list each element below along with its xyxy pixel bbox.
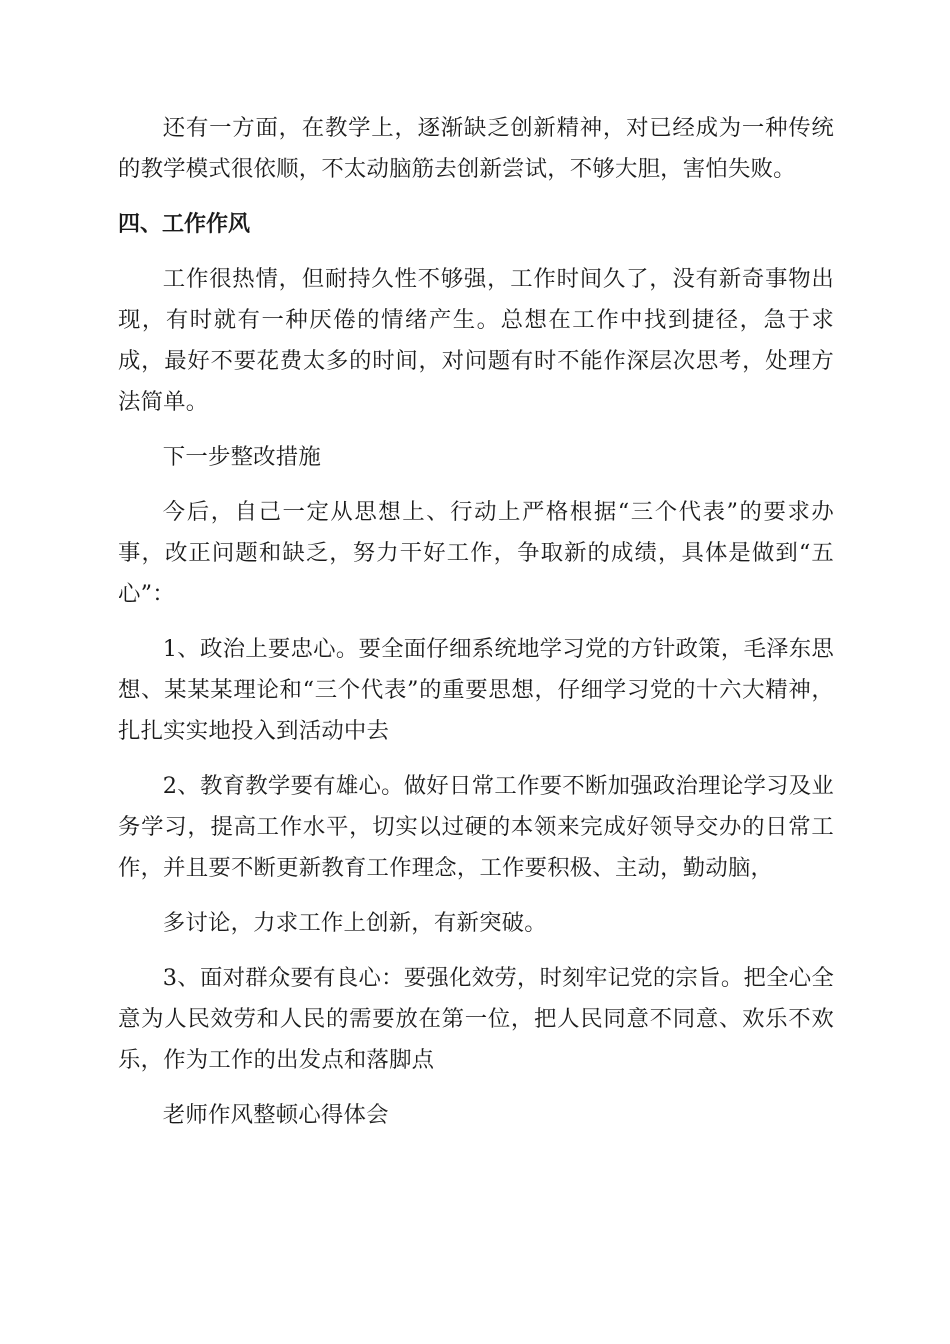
paragraph-closing-title: 老师作风整顿心得体会 bbox=[162, 1102, 389, 1128]
paragraph-five-hearts-intro: 今后，自己一定从思想上、行动上严格根据“三个代表”的要求办事，改正问题和缺乏，努力干好工作，争取新的成绩，具体是做到“五心”： bbox=[118, 499, 834, 607]
paragraph-next-steps-title: 下一步整改措施 bbox=[162, 444, 321, 470]
section-heading-work-style: 四、工作作风 bbox=[118, 212, 251, 237]
paragraph-item-3-conscience: 3、面对群众要有良心：要强化效劳，时刻牢记党的宗旨。把全心全意为人民效劳和人民的需要放在第一位，把人民同意不同意、欢乐不欢乐，作为工作的出发点和落脚点 bbox=[118, 965, 834, 1073]
paragraph-item-1-loyalty: 1、政治上要忠心。要全面仔细系统地学习党的方针政策，毛泽东思想、某某某理论和“三个代表”的重要思想，仔细学习党的十六大精神，扎扎实实地投入到活动中去 bbox=[118, 636, 834, 744]
paragraph-work-enthusiasm: 工作很热情，但耐持久性不够强，工作时间久了，没有新奇事物出现，有时就有一种厌倦的情绪产生。总想在工作中找到捷径，急于求成，最好不要花费太多的时间，对问题有时不能作深层次思考，处理方法简单。 bbox=[118, 266, 834, 415]
document-page bbox=[118, 108, 834, 1150]
paragraph-teaching-innovation: 还有一方面，在教学上，逐渐缺乏创新精神，对已经成为一种传统的教学模式很依顺，不太动脑筋去创新尝试，不够大胆，害怕失败。 bbox=[118, 115, 834, 182]
paragraph-item-2-continued: 多讨论，力求工作上创新，有新突破。 bbox=[162, 910, 547, 936]
paragraph-item-2-ambition: 2、教育教学要有雄心。做好日常工作要不断加强政治理论学习及业务学习，提高工作水平，切实以过硬的本领来完成好领导交办的日常工作，并且要不断更新教育工作理念，工作要积极、主动，勤动脑， bbox=[118, 773, 834, 881]
